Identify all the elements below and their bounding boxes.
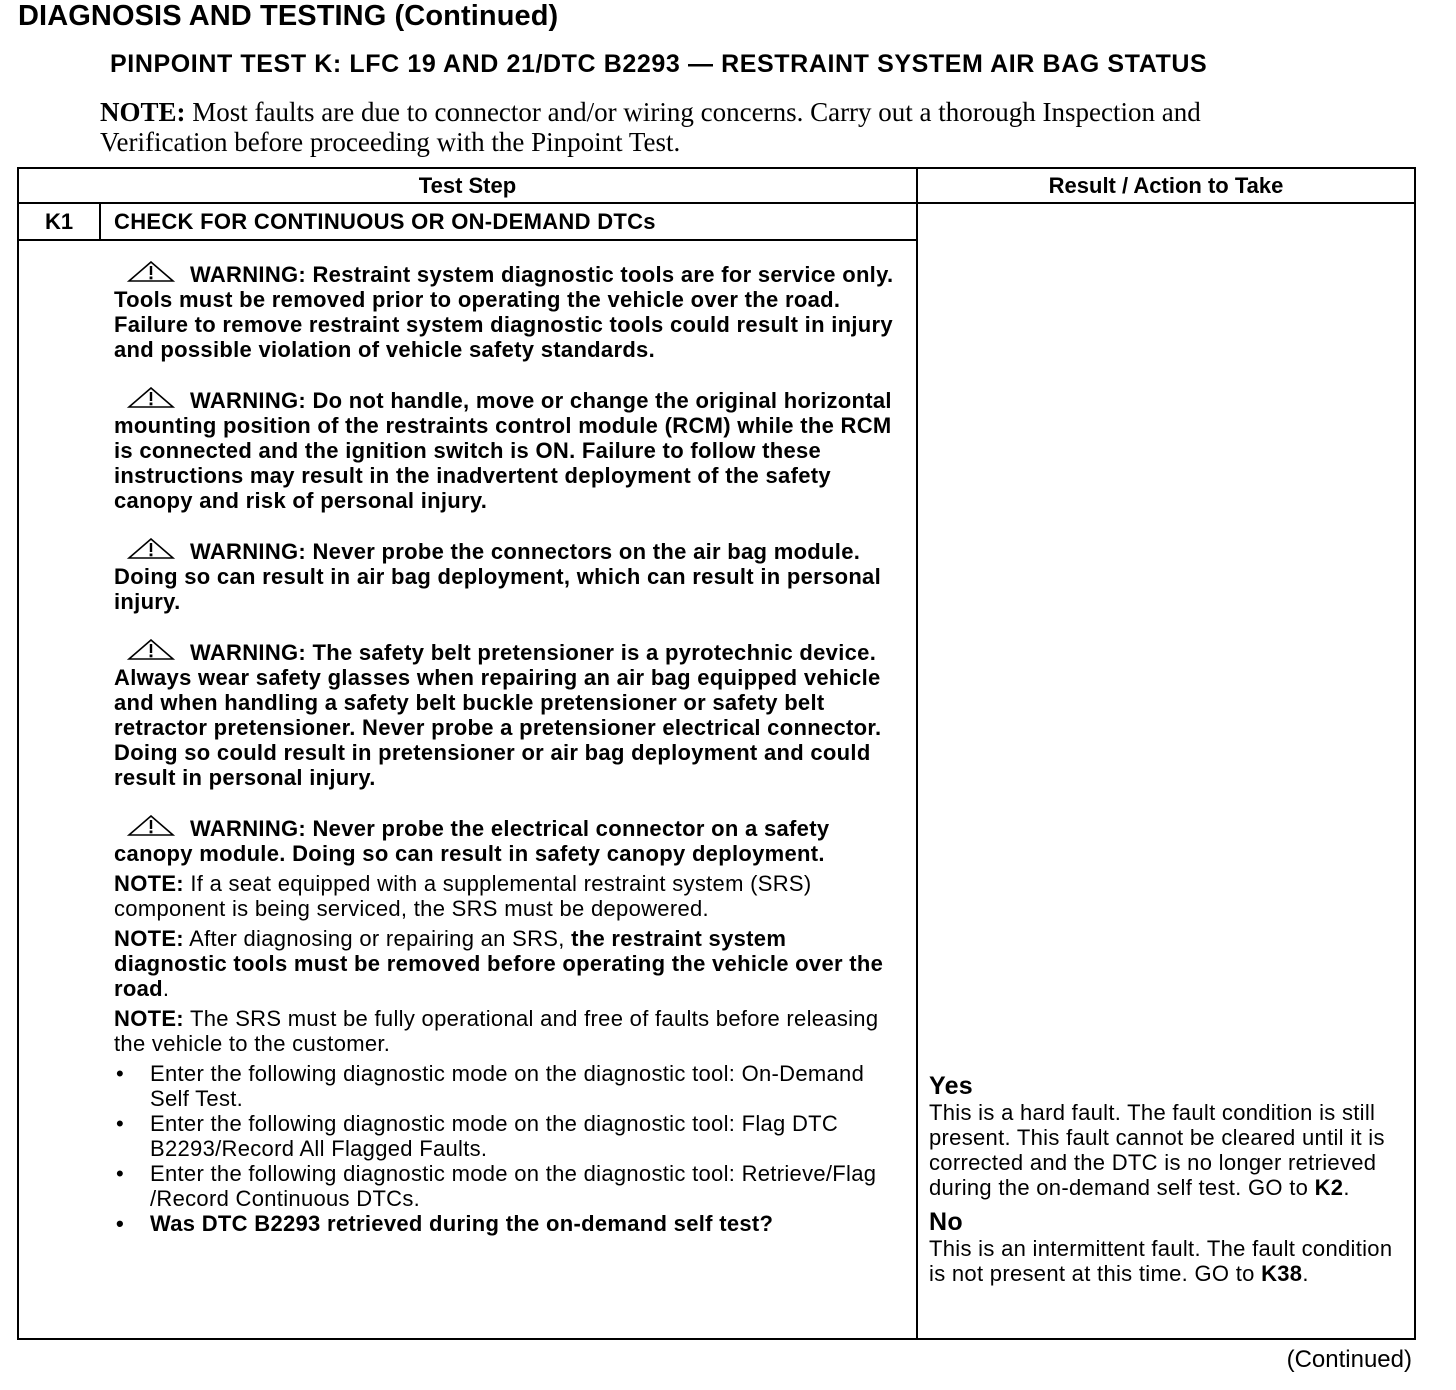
warning-text: WARNING: Do not handle, move or change the original horizontal mounting position of the restraints control module (RCM) while the RCM is connected and the ignition switch is ON. Failure to follow these instructions may result in the inadvertent deployment of the safety canopy and risk of personal injury. — [114, 388, 892, 513]
bullet-item — [114, 1161, 904, 1211]
warning-3 — [114, 538, 904, 614]
result-no-body: This is an intermittent fault. The fault condition is not present at this time. GO to — [929, 1236, 1393, 1286]
result-no-text — [929, 1236, 1414, 1286]
header-result-action: Result / Action to Take — [1048, 173, 1284, 198]
goto-k38-link[interactable]: K38 — [1261, 1261, 1303, 1286]
bullet-text: Enter the following diagnostic mode on the diagnostic tool: Flag DTC B2293/Record All Flagged Faults. — [150, 1111, 839, 1161]
warning-1 — [114, 261, 904, 362]
result-no-label: No — [929, 1208, 963, 1236]
note-1 — [114, 871, 904, 921]
step-id: K1 — [19, 204, 101, 239]
result-yes-text — [929, 1100, 1414, 1200]
top-note-text: Most faults are due to connector and/or wiring concerns. Carry out a thorough Inspection and Verification before proceeding with the Pinpoint Test. — [100, 97, 1201, 157]
pinpoint-test-title: PINPOINT TEST K: LFC 19 AND 21/DTC B2293 — RESTRAINT SYSTEM AIR BAG STATUS — [110, 50, 1208, 78]
bullet-item — [114, 1061, 904, 1111]
note-2 — [114, 926, 904, 1001]
bullet-dot: • — [116, 1211, 125, 1236]
bullet-dot: • — [116, 1111, 125, 1136]
note-text: After diagnosing or repairing an SRS, — [183, 926, 572, 951]
warning-text: WARNING: Never probe the electrical connector on a safety canopy module. Doing so can result in safety canopy deployment. — [114, 816, 830, 866]
warning-4 — [114, 639, 904, 790]
bullet-item — [114, 1111, 904, 1161]
warning-text: WARNING: Restraint system diagnostic tools are for service only. Tools must be removed prior to operating the vehicle over the road. Failure to remove restraint system diagnostic tools could result in injury and possible violation of vehicle safety standards. — [114, 262, 894, 362]
result-action-cell — [929, 1072, 1414, 1294]
warning-triangle-icon — [126, 261, 176, 283]
warning-triangle-icon — [126, 387, 176, 409]
warning-2 — [114, 387, 904, 513]
bullet-text: Enter the following diagnostic mode on the diagnostic tool: Retrieve/Flag /Record Continuous DTCs. — [150, 1161, 877, 1211]
warning-text: WARNING: Never probe the connectors on the air bag module. Doing so can result in air bag deployment, which can result in personal injury. — [114, 539, 882, 614]
bullet-dot: • — [116, 1061, 125, 1086]
continued-footer: (Continued) — [1286, 1346, 1412, 1373]
top-note — [100, 97, 1300, 157]
note-text: If a seat equipped with a supplemental restraint system (SRS) component is being serviced, the SRS must be depowered. — [114, 871, 812, 921]
note-label: NOTE: — [114, 926, 184, 951]
table-header-row — [19, 169, 1414, 204]
note-label: NOTE: — [114, 871, 184, 896]
result-yes-label: Yes — [929, 1072, 974, 1100]
warning-triangle-icon — [126, 639, 176, 661]
step-id-row — [19, 204, 918, 241]
note-tail: . — [162, 976, 170, 1001]
page-title: DIAGNOSIS AND TESTING (Continued) — [18, 0, 559, 32]
warning-triangle-icon — [126, 815, 176, 837]
bullet-text: Was DTC B2293 retrieved during the on-demand self test? — [150, 1211, 774, 1236]
step-heading: CHECK FOR CONTINUOUS OR ON-DEMAND DTCs — [114, 209, 656, 234]
column-divider — [916, 204, 918, 1338]
warning-5 — [114, 815, 904, 866]
bullet-dot: • — [116, 1161, 125, 1186]
test-step-content — [114, 261, 904, 1236]
note-text: The SRS must be fully operational and free of faults before releasing the vehicle to the customer. — [114, 1006, 879, 1056]
note-label: NOTE: — [114, 1006, 184, 1031]
note-3 — [114, 1006, 904, 1056]
result-yes-body: This is a hard fault. The fault condition is still present. This fault cannot be cleared until it is corrected and the DTC is no longer retrieved during the on-demand self test. GO to — [929, 1100, 1385, 1200]
result-no-end: . — [1302, 1261, 1309, 1286]
note-bold-text: the restraint system diagnostic tools must be removed before operating the vehicle over the road — [114, 926, 884, 1001]
warning-triangle-icon — [126, 538, 176, 560]
goto-k2-link[interactable]: K2 — [1314, 1175, 1344, 1200]
procedure-bullets — [114, 1061, 904, 1236]
test-step-table — [17, 167, 1416, 1340]
result-yes-end: . — [1343, 1175, 1350, 1200]
bullet-text: Enter the following diagnostic mode on the diagnostic tool: On-Demand Self Test. — [150, 1061, 865, 1111]
header-test-step: Test Step — [19, 169, 918, 202]
top-note-label: NOTE: — [100, 97, 186, 127]
warning-text: WARNING: The safety belt pretensioner is a pyrotechnic device. Always wear safety glasses when repairing an air bag equipped vehicle and when handling a safety belt buckle pretensioner or safety belt retractor pretensioner. Never probe a pretensioner electrical connector. Doing so could result in pretensioner or air bag deployment and could result in personal injury. — [114, 640, 882, 790]
bullet-item-question — [114, 1211, 904, 1236]
